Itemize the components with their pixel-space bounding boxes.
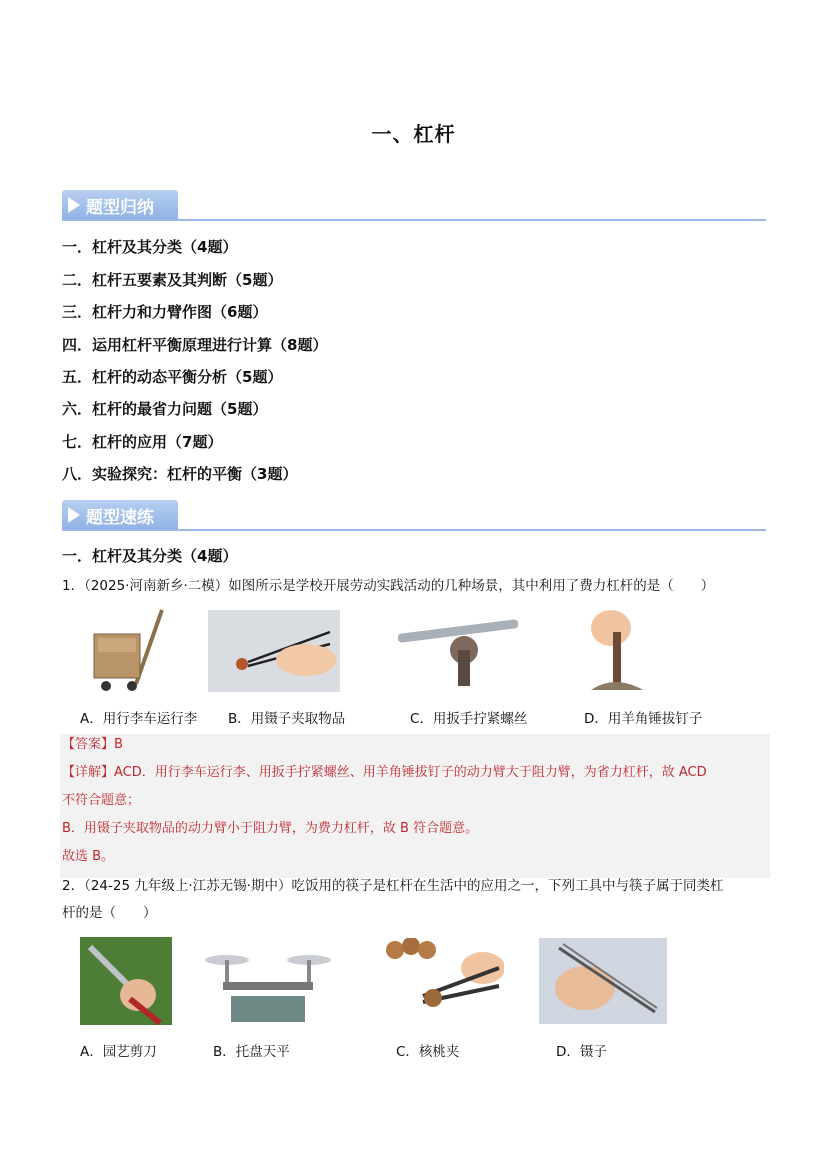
option-b[interactable]: B．托盘天平	[213, 1044, 290, 1060]
explanation-line: 故选 B。	[62, 849, 115, 864]
tray-balance-image	[203, 946, 333, 1026]
tweezers-image	[539, 938, 667, 1024]
option-a[interactable]: A．园艺剪刀	[80, 1044, 157, 1060]
banner-tab	[62, 190, 178, 220]
section-banner-summary	[62, 190, 766, 222]
toc-item[interactable]: 六．杠杆的最省力问题（5题）	[62, 400, 268, 418]
claw-hammer-image	[585, 604, 651, 696]
toc-item[interactable]: 一．杠杆及其分类（4题）	[62, 238, 238, 256]
explanation-line: 不符合题意；	[62, 793, 141, 808]
toc-item[interactable]: 三．杠杆力和力臂作图（6题）	[62, 303, 268, 321]
toc-item[interactable]: 四．运用杠杆平衡原理进行计算（8题）	[62, 336, 328, 354]
toc-item[interactable]: 二．杠杆五要素及其判断（5题）	[62, 271, 283, 289]
wrench-nut-image	[398, 616, 518, 688]
option-c[interactable]: C．用扳手拧紧螺丝	[410, 711, 528, 727]
explanation-line: B．用镊子夹取物品的动力臂小于阻力臂，为费力杠杆，故 B 符合题意。	[62, 821, 479, 836]
banner-rule	[62, 219, 766, 221]
toc-item[interactable]: 八．实验探究：杠杆的平衡（3题）	[62, 465, 298, 483]
option-b[interactable]: B．用镊子夹取物品	[228, 711, 346, 727]
explanation-line: 【详解】ACD．用行李车运行李、用扳手拧紧螺丝、用羊角锤拔钉子的动力臂大于阻力臂，为省力杠杆，故 ACD	[62, 765, 707, 780]
banner-label: 题型归纳	[86, 197, 154, 218]
tweezers-picking-image	[208, 610, 340, 692]
section-heading: 一．杠杆及其分类（4题）	[62, 547, 238, 565]
toc-item[interactable]: 七．杠杆的应用（7题）	[62, 433, 223, 451]
option-a[interactable]: A．用行李车运行李	[80, 711, 198, 727]
banner-label: 题型速练	[86, 507, 154, 528]
question-2-text: 2．（24-25 九年级上·江苏无锡·期中）吃饭用的筷子是杠杆在生活中的应用之一，下列工具中与筷子属于同类杠	[62, 878, 724, 894]
nutcracker-image	[383, 938, 504, 1020]
arrow-right-icon	[68, 507, 80, 523]
option-c[interactable]: C．核桃夹	[396, 1044, 460, 1060]
garden-shears-image	[80, 937, 172, 1025]
answer-line: 【答案】B	[62, 737, 123, 752]
question-1-text: 1．（2025·河南新乡·二模）如图所示是学校开展劳动实践活动的几种场景，其中利用了费力杠杆的是（ ）	[62, 578, 715, 594]
section-banner-practice	[62, 500, 766, 532]
luggage-cart-image	[84, 604, 182, 694]
question-2-text-cont: 杆的是（ ）	[62, 905, 157, 921]
banner-tab	[62, 500, 178, 530]
option-d[interactable]: D．用羊角锤拔钉子	[584, 711, 703, 727]
option-d[interactable]: D．镊子	[556, 1044, 607, 1060]
page-title: 一、杠杆	[371, 122, 456, 146]
arrow-right-icon	[68, 197, 80, 213]
banner-rule	[62, 529, 766, 531]
toc-item[interactable]: 五．杠杆的动态平衡分析（5题）	[62, 368, 283, 386]
